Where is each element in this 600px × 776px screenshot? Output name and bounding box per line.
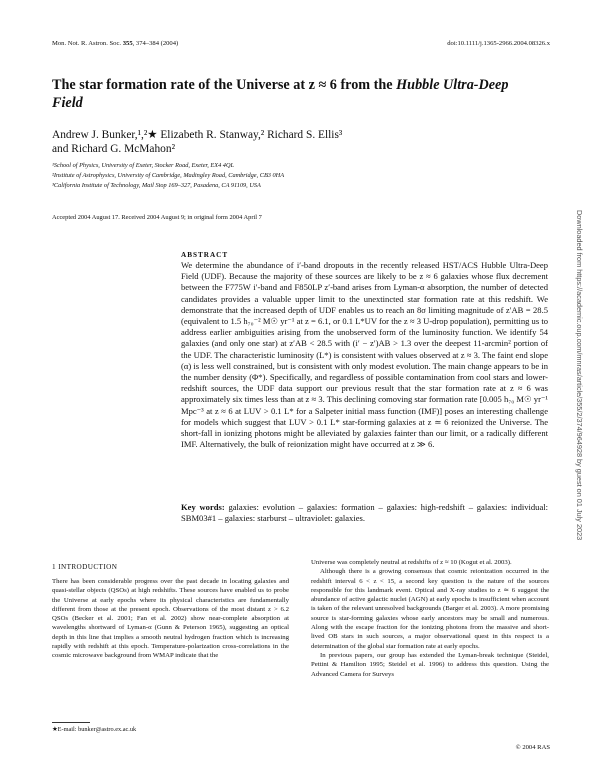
title-italic: Hubble Ultra-Deep Field bbox=[52, 77, 509, 111]
affiliation-3: ³California Institute of Technology, Mail Stop 169–327, Pasadena, CA 91109, USA bbox=[52, 181, 261, 189]
footnote-divider bbox=[52, 722, 90, 723]
volume-number: 355 bbox=[122, 40, 133, 47]
paragraph: In previous papers, our group has extended the Lyman-break technique (Steidel, Pettini & Hamilton 1995; Steidel et al. 1996) to address this question. Using the Advanced Camera for Surveys bbox=[311, 651, 549, 678]
section-heading: 1 INTRODUCTION bbox=[52, 563, 118, 571]
paragraph: There has been considerable progress over the past decade in locating galaxies and quasi-stellar objects (QSOs) at high redshifts. These sources have enabled us to probe the Universe at early epochs where its physical characteristics are fundamentally different from those at the present epoch. Observations of the most distant z > 6.2 QSOs (Becker et al. 2001; Fan et al. 2002) show near-complete absorption at wavelengths shortward of Lyman-α (Gunn & Peterson 1965), suggesting an optical depth in this line that implies a smooth neutral hydrogen fraction which is increasing rapidly with redshift at this epoch. Temperature-polarization cross-correlations in the cosmic microwave background from WMAP indicate that the bbox=[52, 578, 289, 660]
keywords-text: galaxies: evolution – galaxies: formation – galaxies: high-redshift – galaxies: individual: SBM03#1 – galaxies: starburst – ultraviolet: galaxies. bbox=[181, 502, 548, 524]
running-header-doi: doi:10.1111/j.1365-2966.2004.08326.x bbox=[447, 40, 550, 47]
affiliations bbox=[52, 161, 284, 190]
running-header-journal: Mon. Not. R. Astron. Soc. 355, 374–384 (2004) bbox=[52, 40, 179, 47]
abstract-text: We determine the abundance of i′-band dropouts in the recently released HST/ACS Hubble Ultra-Deep Field (UDF). Because the majority of these sources are likely to be z ≈ 6 galaxies whose flux decrement between the F775W i′-band and F850LP z′-band arises from Lyman-α absorption, the number of detected candidates provides a valuable upper limit to the unextincted star formation rate at this redshift. We demonstrate that the increased depth of UDF enables us to reach an 8σ limiting magnitude of z′AB = 28.5 (equivalent to 1.5 h₇₀⁻² M☉ yr⁻¹ at z = 6.1, or 0.1 L*UV for the z ≈ 3 U-drop population), permitting us to address earlier ambiguities arising from the unobserved form of the luminosity function. We identify 54 galaxies (and only one star) at z′AB < 28.5 with (i′ − z′)AB > 1.3 over the deepest 11-arcmin² portion of the UDF. The characteristic luminosity (L*) is consistent with values observed at z ≈ 3. The faint end slope (α) is less well constrained, but is consistent with only modest evolution. The main change appears to be in the number density (Φ*). Specifically, and regardless of possible contamination from cool stars and lower-redshift sources, the UDF data support our previous result that the star formation rate at z ≈ 6 was approximately six times less than at z ≈ 3. This declining comoving star formation rate [0.005 h₇₀ M☉ yr⁻¹ Mpc⁻³ at z ≈ 6 at LUV > 0.1 L* for a Salpeter initial mass function (IMF)] poses an interesting challenge for models which suggest that LUV > 0.1 L* star-forming galaxies at z ≃ 6 reionized the Universe. The short-fall in ionizing photons might be alleviated by galaxies fainter than our limit, or a radically different IMF. Alternatively, the bulk of reionization might have occurred at z ≫ 6. bbox=[181, 260, 548, 450]
body-column-right bbox=[311, 558, 549, 679]
publication-dates: Accepted 2004 August 17. Received 2004 August 9; in original form 2004 April 7 bbox=[52, 214, 262, 221]
author-line-1: Andrew J. Bunker,¹,²★ Elizabeth R. Stanway,² Richard S. Ellis³ bbox=[52, 129, 343, 141]
keywords-label: Key words: bbox=[181, 502, 225, 512]
author-line-2: and Richard G. McMahon² bbox=[52, 143, 175, 155]
copyright-notice: © 2004 RAS bbox=[515, 744, 550, 751]
author-list bbox=[52, 128, 472, 156]
download-watermark: Downloaded from https://academic.oup.com/mnras/article/355/2/374/964928 by guest on 01 July 2023 bbox=[575, 210, 584, 541]
paragraph: Universe was completely neutral at redshifts of z ≈ 10 (Kogut et al. 2003). bbox=[311, 559, 512, 566]
keywords bbox=[181, 502, 548, 524]
footnote-email: ★E-mail: bunker@astro.ex.ac.uk bbox=[52, 726, 137, 733]
affiliation-1: ¹School of Physics, University of Exeter, Stocker Road, Exeter, EX4 4QL bbox=[52, 162, 235, 169]
paper-title: The star formation rate of the Universe at z ≈ 6 from the Hubble Ultra-Deep Field bbox=[52, 77, 509, 111]
paragraph: Although there is a growing consensus that cosmic reionization occurred in the redshift interval 6 < z < 15, a second key question is the nature of the sources responsible for this landmark event. Optical and X-ray studies to z ≃ 6 suggest the abundance of active galactic nuclei (AGN) at early epochs is insufficient when account is taken of the relevant unresolved backgrounds (Barger et al. 2003). A more promising source is star-forming galaxies whose early ancestors may be small and numerous. Along with the escape fraction for the ionizing photons from the massive and short-lived OB stars in such sources, a major observational quest in this respect is a determination of the global star formation rate at early epochs. bbox=[311, 568, 549, 650]
abstract-heading: ABSTRACT bbox=[181, 251, 229, 259]
affiliation-2: ²Institute of Astrophysics, University of Cambridge, Madingley Road, Cambridge, CB3 0HA bbox=[52, 171, 285, 179]
body-column-left bbox=[52, 577, 289, 661]
